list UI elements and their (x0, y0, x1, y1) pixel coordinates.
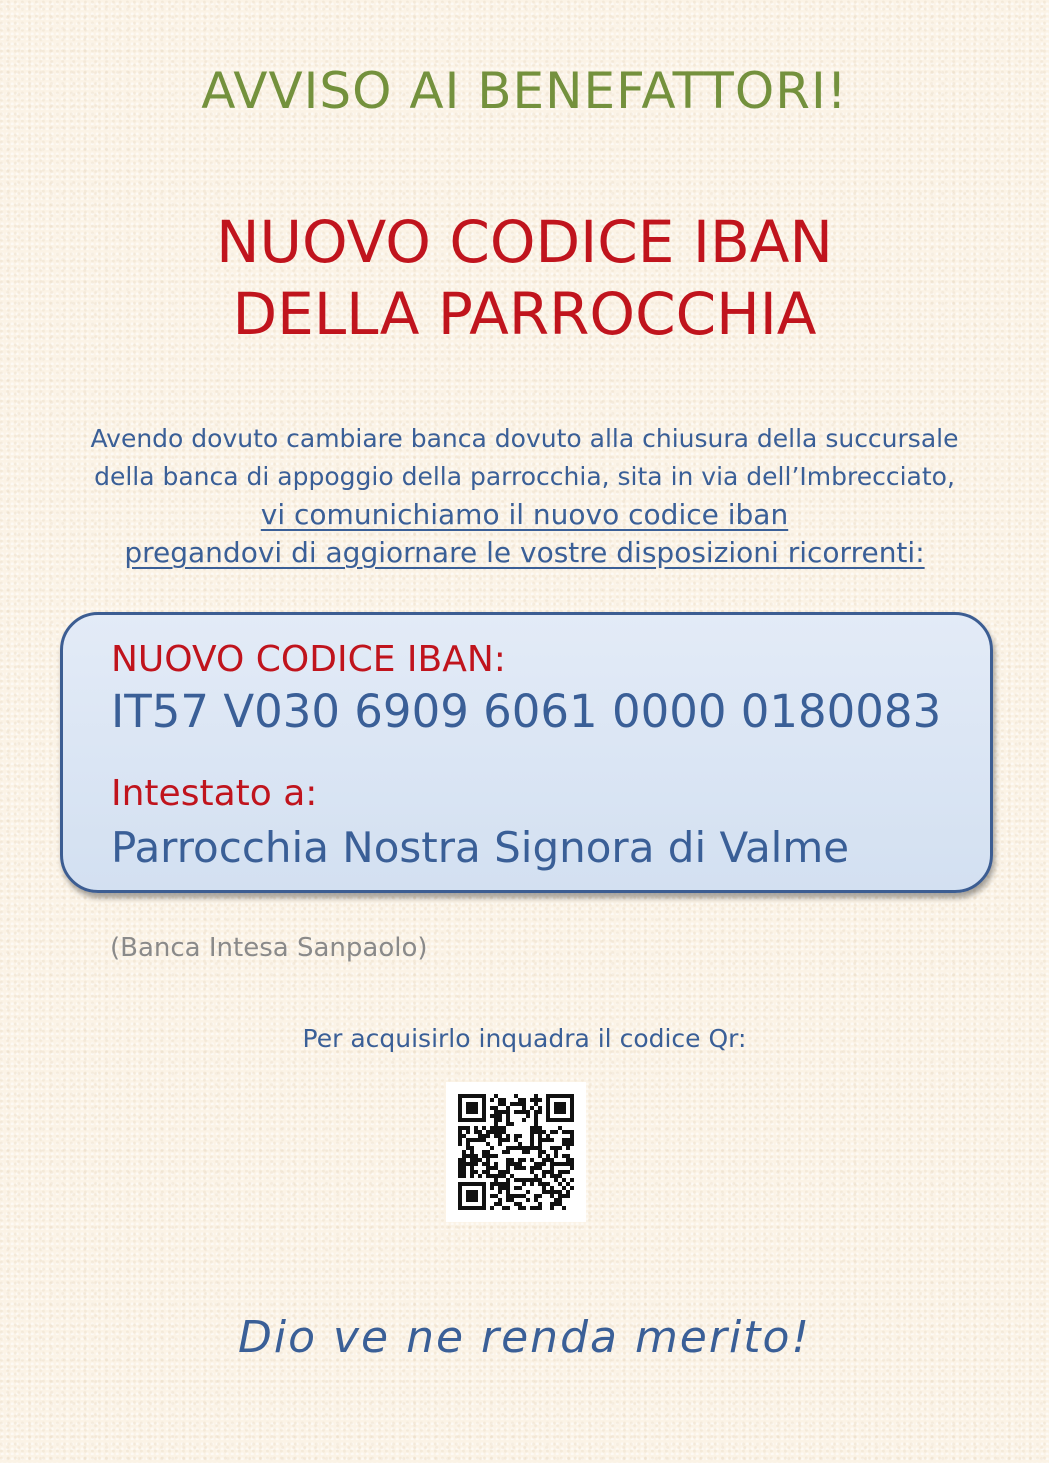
holder-label: Intestato a: (111, 773, 318, 814)
headline-line-2: DELLA PARROCCHIA (232, 280, 817, 348)
intro-text (60, 420, 989, 572)
qr-caption: Per acquisirlo inquadra il codice Qr: (302, 1024, 747, 1053)
headline (0, 206, 1049, 350)
holder-value: Parrocchia Nostra Signora di Valme (111, 823, 850, 872)
intro-line-2: della banca di appoggio della parrocchia, sita in via dell’Imbrecciato, (94, 462, 955, 491)
iban-box (60, 612, 993, 893)
notice-title: AVVISO AI BENEFATTORI! (201, 62, 848, 120)
qr-modules (458, 1094, 574, 1210)
bank-note: (Banca Intesa Sanpaolo) (110, 933, 428, 963)
closing-blessing: Dio ve ne renda merito! (237, 1312, 812, 1363)
qr-code-graphic (446, 1082, 586, 1222)
iban-label: NUOVO CODICE IBAN: (111, 639, 506, 680)
intro-line-4: pregandovi di aggiornare le vostre disposizioni ricorrenti: (124, 536, 925, 569)
headline-line-1: NUOVO CODICE IBAN (216, 208, 833, 276)
intro-line-1: Avendo dovuto cambiare banca dovuto alla chiusura della succursale (90, 424, 959, 453)
qr-code-icon (446, 1082, 586, 1222)
iban-value: IT57 V030 6909 6061 0000 0180083 (111, 685, 942, 738)
intro-line-3: vi comunichiamo il nuovo codice iban (260, 498, 789, 531)
